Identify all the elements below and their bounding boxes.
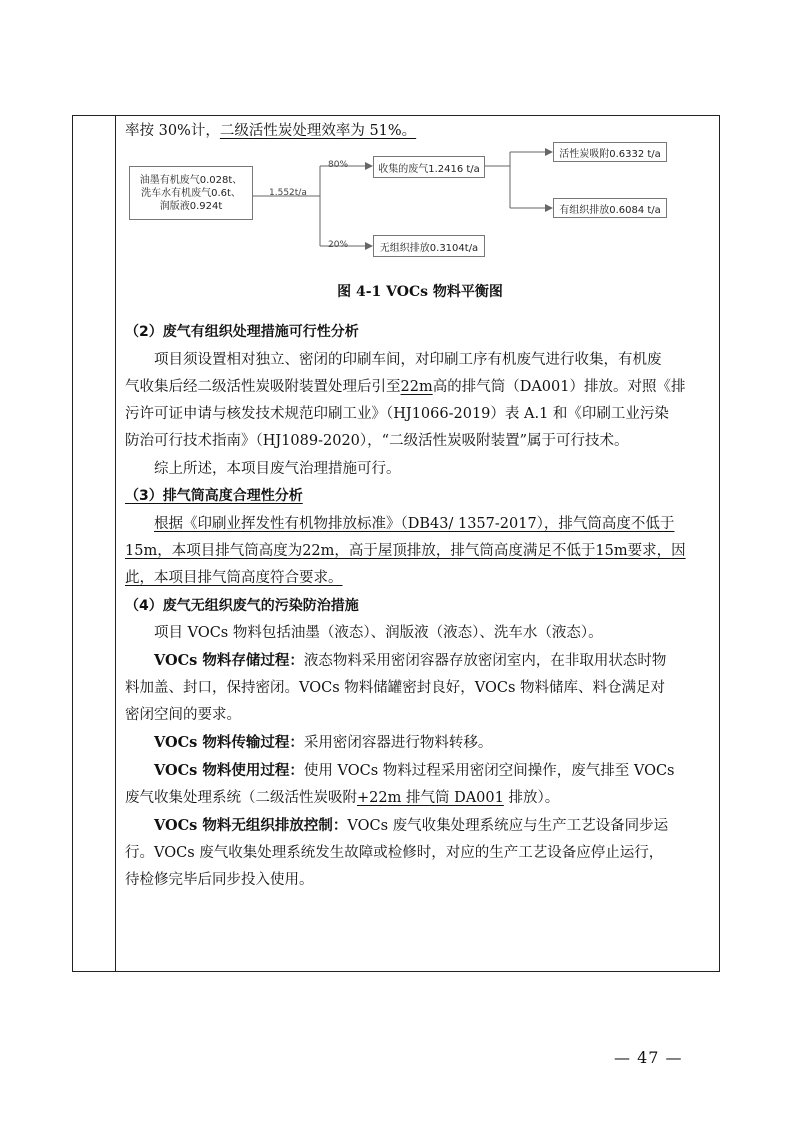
intro-line: 率按 30%计，二级活性炭处理效率为 51%。 (125, 123, 417, 139)
fugitive-box: 无组织排放0.3104t/a (373, 235, 485, 257)
section-4-title: （4）废气无组织废气的污染防治措施 (125, 598, 359, 614)
collected-pct: 80% (328, 160, 349, 170)
p2-line-3: 污许可证申请与核发技术规范印刷工业》（HJ1066-2019）表 A.1 和《印刷工业污染 (125, 406, 669, 422)
p3-line-1: 根据《印刷业挥发性有机物排放标准》（DB43/ 1357-2017），排气筒高度不低于 (154, 516, 675, 532)
figure-caption: 图 4-1 VOCs 物料平衡图 (337, 284, 503, 300)
section-3-title: （3）排气筒高度合理性分析 (125, 488, 303, 504)
use-line-2: 废气收集处理系统（二级活性炭吸附+22m 排气筒 DA001 排放）。 (125, 790, 560, 806)
source-box: 油墨有机废气0.028t、 洗车水有机废气0.6t、 润版液0.924t (129, 166, 253, 220)
p3-line-3: 此，本项目排气筒高度符合要求。 (125, 570, 343, 586)
fugitive-pct: 20% (328, 240, 349, 250)
left-column-divider (115, 116, 116, 971)
use-line-1: VOCs 物料使用过程：使用 VOCs 物料过程采用密闭空间操作，废气排至 VOCs (154, 762, 675, 779)
section-2-title: （2）废气有组织处理措施可行性分析 (125, 324, 359, 340)
p3-line-2: 15m，本项目排气筒高度为22m，高于屋顶排放，排气筒高度满足不低于15m要求，因 (125, 543, 686, 559)
p2-line-1: 项目须设置相对独立、密闭的印刷车间，对印刷工序有机废气进行收集，有机废 (154, 352, 662, 368)
transport-line: VOCs 物料传输过程：采用密闭容器进行物料转移。 (154, 734, 493, 751)
vocs-balance-diagram (125, 146, 715, 266)
control-line-3: 待检修完毕后同步投入使用。 (125, 872, 314, 888)
collected-box: 收集的废气1.2416 t/a (373, 156, 485, 178)
p2-line-5: 综上所述，本项目废气治理措施可行。 (154, 461, 401, 477)
total-label: 1.552t/a (269, 188, 307, 198)
storage-line-2: 料加盖、封口，保持密闭。VOCs 物料储罐密封良好，VOCs 物料储库、料仓满足对 (125, 680, 665, 696)
control-line-2: 行。VOCs 废气收集处理系统发生故障或检修时，对应的生产工艺设备应停止运行， (125, 845, 664, 861)
adsorbed-box: 活性炭吸附0.6332 t/a (553, 142, 667, 162)
p2-line-4: 防治可行技术指南》（HJ1089-2020），“二级活性炭吸附装置”属于可行技术。 (125, 433, 629, 449)
efficiency-text: 二级活性炭处理效率为 51%。 (219, 123, 417, 139)
table-frame (72, 115, 720, 972)
control-line-1: VOCs 物料无组织排放控制：VOCs 废气收集处理系统应与生产工艺设备同步运 (154, 817, 669, 834)
storage-line-1: VOCs 物料存储过程：液态物料采用密闭容器存放密闭室内，在非取用状态时物 (154, 652, 667, 669)
p2-line-2: 气收集后经二级活性炭吸附装置处理后引至22m高的排气筒（DA001）排放。对照《排 (125, 379, 686, 395)
page-number: — 47 — (614, 1048, 683, 1067)
p4-line-1: 项目 VOCs 物料包括油墨（液态）、润版液（液态）、洗车水（液态）。 (154, 625, 603, 641)
storage-line-3: 密闭空间的要求。 (125, 707, 241, 723)
organized-box: 有组织排放0.6084 t/a (553, 198, 667, 218)
